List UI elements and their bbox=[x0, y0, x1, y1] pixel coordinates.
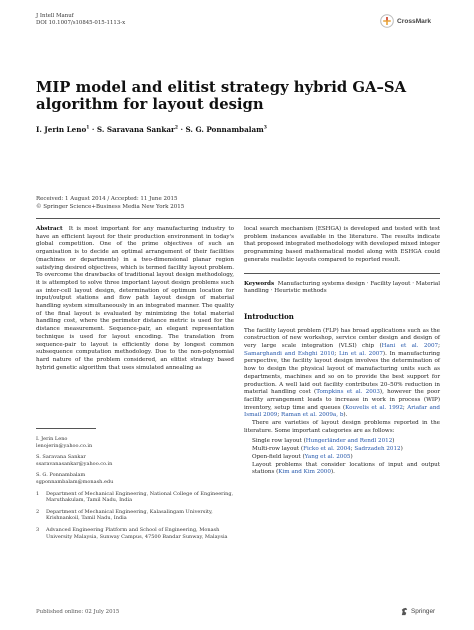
affiliation-item bbox=[36, 509, 234, 522]
text-run: ) bbox=[400, 446, 403, 453]
keywords-rule bbox=[244, 273, 440, 274]
text-run: Open-field layout ( bbox=[252, 453, 305, 460]
text-run: ) bbox=[350, 453, 353, 460]
list-item bbox=[252, 462, 440, 477]
text-run: ). bbox=[343, 412, 348, 419]
text-run: ; bbox=[438, 343, 440, 350]
author-separator: · bbox=[177, 125, 186, 134]
section-heading-introduction: Introduction bbox=[244, 311, 294, 321]
affiliation-number: 2 bbox=[36, 508, 40, 515]
intro-paragraph: There are varieties of layout design problems reported in the literature. Some important categories are as follows: bbox=[244, 420, 440, 434]
copyright: © Springer Science+Business Media New York 2015 bbox=[36, 203, 185, 210]
author-name[interactable]: I. Jerin Leno bbox=[36, 125, 87, 134]
author-affil-ref: 1 bbox=[86, 125, 90, 131]
affiliation-number: 3 bbox=[36, 526, 40, 533]
received-accepted: Received: 1 August 2014 / Accepted: 11 June 2015 bbox=[36, 196, 178, 202]
citation-link[interactable]: Kim and Kim 2000 bbox=[278, 469, 331, 476]
citation-link[interactable]: Samarghandi and Eshghi 2010 bbox=[244, 350, 335, 357]
text-run: The facility layout problem (FLP) has broad applications such as the construction of new workshop, service center design and design of very large scale integration (VLSI) chip ( bbox=[244, 327, 440, 350]
contact-name: S. G. Ponnambalam bbox=[36, 472, 86, 479]
layout-category-list bbox=[244, 438, 440, 477]
affiliation-text: Advanced Engineering Platform and School of Engineering, Monash University Malaysia, Sunway Campus, 47500 Bandar Sunway, Malaysia bbox=[46, 526, 228, 540]
keywords-label: Keywords bbox=[244, 280, 275, 287]
text-run: ). In manufacturing perspective, the facility layout design involves the determination of how to design the physical layout of manufacturing units such as departments, machines and so on to provide the best support for production. A well laid out facility contributes 20–50% reduction in material handling cost ( bbox=[244, 350, 440, 396]
citation-link[interactable]: Ficko et al. 2004 bbox=[303, 446, 351, 453]
springer-horse-icon bbox=[400, 607, 409, 616]
article-dates bbox=[36, 196, 184, 211]
affiliation-text: Department of Mechanical Engineering, Kalasalingam University, Krishnankoil, Tamil Nadu, India bbox=[46, 508, 213, 522]
author-affil-ref: 2 bbox=[174, 125, 178, 131]
affiliation-item bbox=[36, 527, 234, 540]
affiliation-number: 1 bbox=[36, 490, 40, 497]
text-run: ; bbox=[277, 412, 281, 419]
citation-link[interactable]: Yang et al. 2005 bbox=[304, 453, 351, 460]
citation-link[interactable]: Hani et al. 2007 bbox=[381, 343, 439, 350]
divider bbox=[36, 218, 440, 219]
contact-block bbox=[36, 454, 234, 467]
abstract-text: It is most important for any manufacturing industry to have an efficient layout for their production environment in today's global competition. One of the prime objectives of such an organisation is to decide an optimal arrangement of their facilities (machines or departments) in a two-dimensional planar region satisfying desired objectives, which is termed facility layout problem. To overcome the drawbacks of traditional layout design methodology, it is attempted to solve three important layout design problems such as inter-cell layout design, determination of optimum location for input/output stations and flow path layout design of material handling system simultaneously in an integrated manner. The quality of the final layout is evaluated by minimizing the total material handling cost, where the perimeter distance metric is used for the distance measurement. Sequence-pair, an elegant representation technique is used for layout encoding. The translation from sequence-pair to layout is efficiently done by longest common subsequence computation methodology. Due to the non-polynomial hard nature of the problem considered, an elitist strategy based hybrid genetic algorithm that uses simulated annealing as bbox=[36, 226, 234, 371]
text-run: Single row layout ( bbox=[252, 438, 306, 445]
contact-block bbox=[36, 436, 234, 449]
author-name[interactable]: S. Saravana Sankar bbox=[96, 125, 175, 134]
journal-header bbox=[36, 13, 125, 27]
contact-email[interactable]: lenojerin@yahoo.co.in bbox=[36, 442, 93, 449]
keywords-text: Manufacturing systems design · Facility layout · Material handling · Heuristic methods bbox=[244, 280, 440, 295]
list-item bbox=[252, 454, 440, 462]
text-run: ) bbox=[392, 438, 395, 445]
affiliations bbox=[36, 436, 234, 540]
citation-link[interactable]: Ariafar and Ismail 2009 bbox=[244, 404, 441, 419]
published-date: Published online: 02 July 2015 bbox=[36, 609, 120, 615]
crossmark-icon bbox=[380, 14, 394, 28]
citation-link[interactable]: Lin et al. 2007 bbox=[338, 350, 383, 357]
contact-name: I. Jerin Leno bbox=[36, 436, 68, 442]
text-run: ; bbox=[334, 350, 339, 357]
abstract-continuation: local search mechanism (ESHGA) is developed and tested with test problem instances available in the literature. The results indicate that proposed integrated methodology with developed mixed integer programming based mathematical model along with ESHGA could generate realistic layouts compared to reported result. bbox=[244, 226, 440, 263]
text-run: ; bbox=[350, 446, 355, 453]
journal-name: J Intell Manuf bbox=[36, 13, 74, 19]
left-column bbox=[36, 226, 234, 372]
author-separator: · bbox=[89, 125, 97, 134]
right-column bbox=[244, 226, 440, 477]
contact-email[interactable]: ssaravanasankar@yahoo.co.in bbox=[36, 460, 113, 467]
contact-email[interactable]: sgponnambalam@monash.edu bbox=[36, 478, 114, 485]
author-name[interactable]: S. G. Ponnambalam bbox=[185, 125, 264, 134]
abstract bbox=[36, 226, 234, 372]
divider bbox=[36, 428, 96, 429]
citation-link[interactable]: Sadrzadeh 2012 bbox=[354, 446, 401, 453]
text-run: ; bbox=[402, 404, 408, 411]
citation-link[interactable]: Tompkins et al. 2003 bbox=[316, 389, 380, 396]
author-list bbox=[36, 125, 267, 134]
affiliation-item bbox=[36, 491, 234, 504]
text-run: Multi-row layout ( bbox=[252, 446, 304, 453]
text-run: Layout problems that consider locations of input and output stations ( bbox=[252, 461, 440, 476]
citation-link[interactable]: Raman et al. 2009a, b bbox=[280, 412, 344, 419]
list-item bbox=[252, 446, 440, 454]
contact-block bbox=[36, 472, 234, 485]
author-affil-ref: 3 bbox=[263, 125, 267, 131]
keywords bbox=[244, 281, 440, 296]
intro-paragraph bbox=[244, 328, 440, 420]
affiliation-text: Department of Mechanical Engineering, National College of Engineering, Maruthakulam, Tamil Nadu, India bbox=[46, 490, 234, 504]
contact-name: S. Saravana Sankar bbox=[36, 454, 86, 461]
citation-link[interactable]: Kouvelis et al. 1992 bbox=[345, 404, 403, 411]
article-title: MIP model and elitist strategy hybrid GA–SA algorithm for layout design bbox=[36, 79, 407, 113]
crossmark-badge[interactable] bbox=[380, 14, 431, 28]
citation-link[interactable]: Hungerländer and Rendl 2012 bbox=[305, 438, 393, 445]
publisher-name: Springer bbox=[411, 608, 436, 615]
text-run: ). bbox=[330, 469, 335, 476]
abstract-label: Abstract bbox=[36, 226, 63, 232]
crossmark-label: CrossMark bbox=[397, 17, 432, 25]
springer-logo bbox=[400, 607, 435, 616]
text-run: ), however the poor facility arrangement leads to increase in work in process (WIP) inventory, setup time and queues ( bbox=[244, 389, 440, 411]
doi: DOI 10.1007/s10845-015-1113-x bbox=[36, 20, 126, 26]
